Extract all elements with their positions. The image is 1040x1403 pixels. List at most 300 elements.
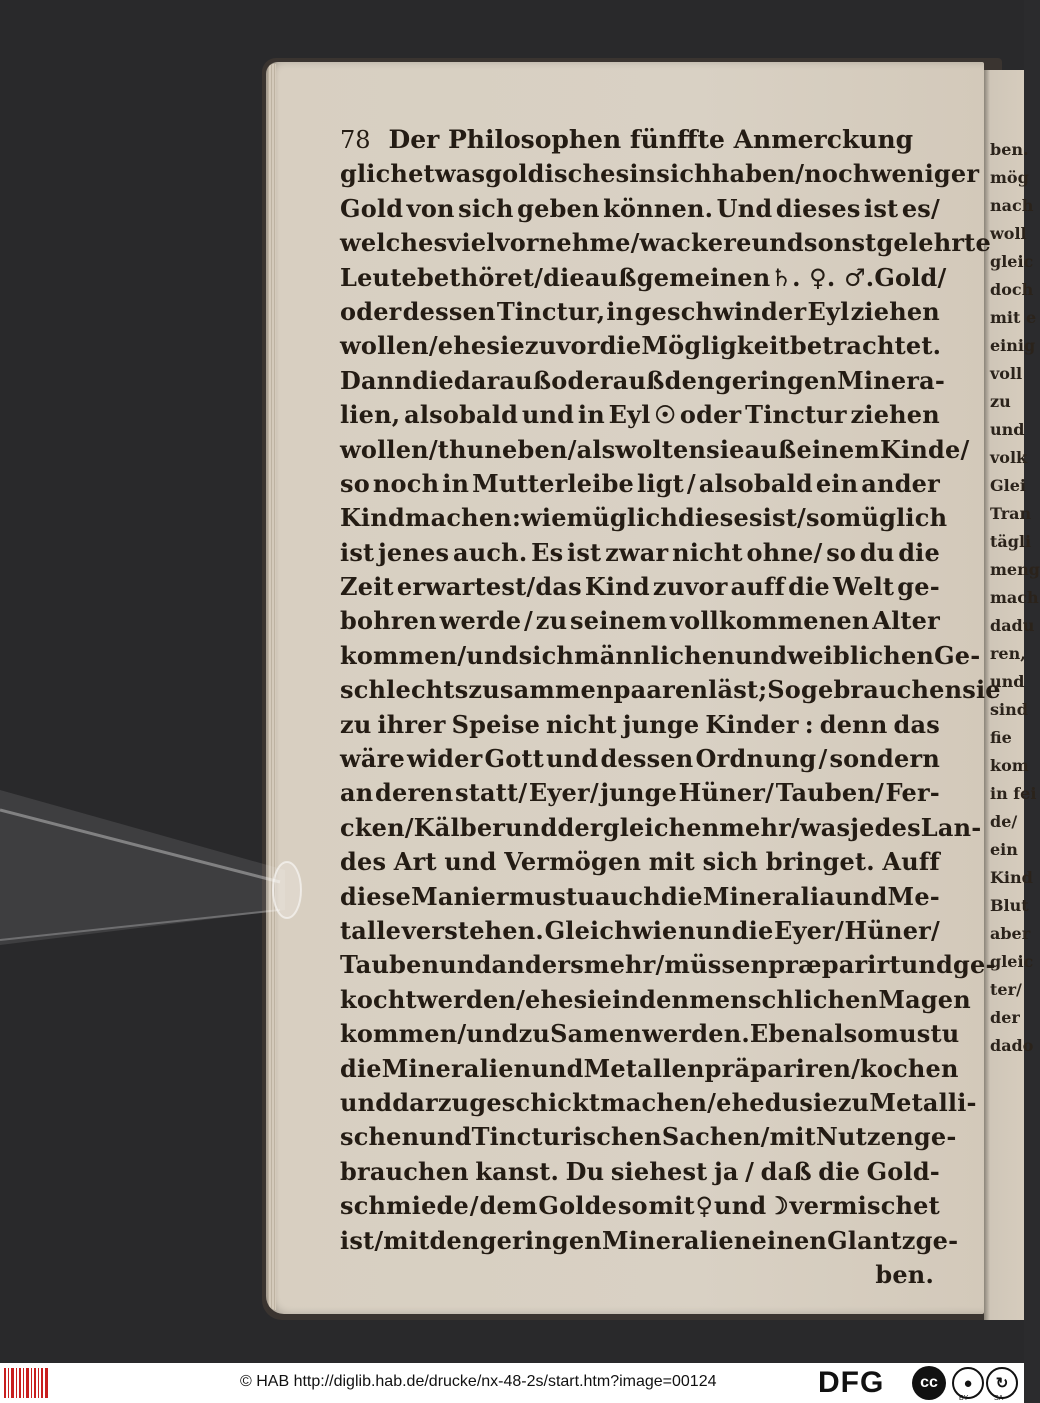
word: Es (531, 537, 564, 567)
word: gebrauchen (801, 675, 963, 705)
word: und (505, 812, 558, 842)
word: also (818, 1019, 874, 1049)
word: jenes (378, 537, 450, 567)
word: anders (491, 950, 584, 980)
word: vornehme/ (495, 228, 640, 258)
word: geschicktmachen/ (469, 1087, 717, 1117)
text-line (340, 1083, 977, 1117)
word: ge- (913, 1122, 957, 1152)
sa-label: SA (994, 1395, 1004, 1402)
word: eben/als (502, 434, 616, 464)
word: kanst. (475, 1156, 560, 1186)
word: geben (517, 193, 600, 223)
word: sich (702, 847, 759, 877)
word: sondern (829, 744, 940, 774)
word: ist (762, 503, 797, 533)
word: auch. (452, 537, 528, 567)
by-icon: ● (952, 1367, 984, 1399)
facing-fragment: tägli (990, 532, 1032, 551)
word: Mögligkeit (641, 331, 790, 361)
word: sie (706, 434, 745, 464)
word: zu (837, 1087, 870, 1117)
running-head (340, 110, 940, 154)
word: von (406, 193, 455, 223)
word: Fer- (885, 778, 940, 808)
word: werden/ehe (416, 984, 574, 1014)
by-label: BY (959, 1395, 969, 1402)
word: dessen (600, 744, 694, 774)
word: das (893, 709, 940, 739)
text-line (340, 292, 940, 326)
word: Nutzen (815, 1122, 914, 1152)
word: / (469, 1191, 479, 1221)
word: kommen/und (340, 640, 519, 670)
word: werden. (642, 1019, 750, 1049)
text-line (340, 1220, 959, 1255)
text-line (340, 1048, 959, 1083)
text-line (340, 704, 940, 738)
word: etwas (408, 159, 486, 189)
word: mehr/was (719, 812, 851, 842)
word: Lan- (920, 812, 982, 842)
word: brauchen (340, 1156, 469, 1186)
word: wie (521, 503, 567, 533)
facing-fragment: Glei (990, 476, 1026, 495)
word: alsobald (404, 400, 519, 430)
word: Dann (340, 365, 413, 395)
word: machen: (405, 503, 522, 533)
facing-fragment: und (990, 672, 1025, 691)
word: ist (864, 193, 899, 223)
text-line (340, 326, 940, 360)
word: die (731, 915, 774, 945)
word: sie (799, 1087, 838, 1117)
facing-fragment: nach (990, 196, 1034, 215)
word: præparirt (768, 950, 901, 980)
word: Ordnung (695, 744, 817, 774)
word: noch (804, 159, 871, 189)
facing-fragment: Tran (990, 504, 1032, 523)
text-line (340, 360, 946, 395)
text-line (340, 154, 980, 189)
word: in (577, 400, 605, 430)
word: es/ (901, 193, 940, 223)
word: oder (340, 296, 402, 326)
facing-fragment: und (990, 420, 1025, 439)
text-line (340, 979, 971, 1014)
word: ist (567, 537, 602, 567)
word: die (898, 537, 940, 567)
word: einem (796, 434, 880, 464)
word: vermischet (789, 1191, 940, 1221)
word: und (714, 1191, 767, 1221)
text-line (340, 670, 1001, 705)
word: und (444, 847, 497, 877)
word: ziehen (850, 296, 940, 326)
word: junge (600, 778, 678, 808)
word: zuvor (524, 331, 600, 361)
word: Kinder (705, 709, 799, 739)
word: so (805, 503, 836, 533)
word: müglich (566, 503, 678, 533)
word: denn (819, 709, 888, 739)
word: auß (744, 434, 797, 464)
word: gelehrte (876, 228, 991, 258)
word: viel (447, 228, 496, 258)
word: so (340, 468, 370, 498)
word: alsobald (698, 468, 813, 498)
word: noch (372, 468, 440, 498)
word: den (664, 365, 715, 395)
page-edges (268, 64, 276, 1310)
word: Glantz (827, 1225, 916, 1255)
word: läst; (708, 675, 768, 705)
word: darzu (392, 1087, 470, 1117)
facing-fragment: ren, (990, 644, 1026, 663)
running-title: Der Philosophen fünffte Anmerckung (388, 125, 914, 154)
word: Metallen (583, 1053, 705, 1083)
word: dieses (775, 193, 861, 223)
word: einen (751, 1225, 828, 1255)
word: präpariren (704, 1053, 852, 1083)
facing-fragment: meng (990, 560, 1040, 579)
facing-fragment: mit e (990, 308, 1037, 327)
word: So (767, 675, 801, 705)
word: / (797, 503, 806, 533)
word: werde (439, 606, 522, 636)
word: geschwinder (634, 296, 807, 326)
word: ander (861, 468, 940, 498)
facing-fragment: doch (990, 280, 1034, 299)
word: und (340, 1087, 393, 1117)
text-line (340, 635, 981, 670)
word: sich (656, 159, 712, 189)
word: ♀ (695, 1191, 714, 1221)
word: mustu (508, 881, 595, 911)
word: gemeinen (636, 262, 771, 292)
glass-clip (0, 770, 300, 950)
text-line (340, 601, 940, 635)
word: Mutterleibe (472, 468, 635, 498)
word: und (521, 400, 575, 430)
word: / (686, 468, 696, 498)
word: des (340, 847, 387, 877)
text-line (340, 1014, 960, 1049)
word: und (900, 950, 954, 980)
word: sie (962, 675, 1001, 705)
word: die (818, 1156, 861, 1186)
word: Zeit (340, 572, 394, 602)
word: geringen (479, 1225, 602, 1255)
word: sich (518, 640, 575, 670)
word: ist (340, 537, 375, 567)
word: und (751, 228, 804, 258)
word: dem (479, 1191, 538, 1221)
word: die (660, 881, 703, 911)
word: ohne/ (746, 537, 823, 567)
word: Magen (878, 984, 971, 1014)
word: ♄. ♀. ♂. (770, 262, 875, 292)
word: in (606, 296, 634, 326)
word: Samen (550, 1019, 643, 1049)
word: zusammenpaaren (468, 675, 709, 705)
facing-fragment: gleic (990, 252, 1034, 271)
word: auch (594, 881, 661, 911)
facing-fragment: fie (990, 728, 1012, 747)
word: männlichen (574, 640, 735, 670)
word: zuvor (652, 572, 728, 602)
word: Manier (411, 881, 509, 911)
text-line (340, 532, 940, 566)
word: Golde (538, 1191, 618, 1221)
word: schen (340, 1122, 420, 1152)
word: müglich (835, 503, 948, 533)
word: Eyer/ (528, 778, 599, 808)
word: und (439, 950, 492, 980)
text-line (340, 876, 940, 910)
facing-fragment: dado (990, 1036, 1034, 1055)
word: nicht (672, 537, 743, 567)
facing-fragment: gleic (990, 952, 1034, 971)
word: glich (340, 159, 409, 189)
word: betrachtet. (789, 331, 942, 361)
word: Art (393, 847, 437, 877)
library-barcode-icon (4, 1368, 50, 1398)
word: Tincturischen (471, 1122, 662, 1152)
text-line (340, 498, 948, 533)
word: weniger (870, 159, 980, 189)
word: Mineralia (702, 881, 836, 911)
word: so (617, 1191, 648, 1221)
word: ge- (953, 950, 996, 980)
word: in (612, 984, 640, 1014)
word: kocht (340, 984, 417, 1014)
word: Auff (882, 847, 940, 877)
word: mustu (873, 1019, 960, 1049)
word: sie (486, 331, 525, 361)
facing-fragment: ein (990, 840, 1018, 859)
catchword-line (340, 1255, 940, 1289)
word: goldisches (485, 159, 630, 189)
word: wackere (639, 228, 752, 258)
facing-fragment: in fei (990, 784, 1037, 803)
facing-fragment: voll (990, 364, 1023, 383)
word: Minera- (837, 365, 946, 395)
word: Eyl (807, 296, 850, 326)
word: bringet. (765, 847, 875, 877)
word: / (818, 744, 828, 774)
text-line (340, 807, 982, 842)
word: / (745, 1156, 755, 1186)
word: siehest (610, 1156, 708, 1186)
word: ☽ (767, 1191, 789, 1221)
word: Kind (584, 572, 650, 602)
facing-fragment: aber (990, 924, 1031, 943)
word: wider (407, 744, 483, 774)
dfg-logo: DFG (818, 1366, 885, 1399)
cc-icon: cc (912, 1366, 946, 1400)
word: schmiede (340, 1191, 470, 1221)
word: sonst (803, 228, 877, 258)
word: ziehen (850, 400, 940, 430)
word: Eyer/ (774, 915, 844, 945)
source-link[interactable]: © HAB http://diglib.hab.de/drucke/nx-48-2s/start.htm?image=00124 (240, 1373, 717, 1390)
word: Me- (887, 881, 940, 911)
word: du (764, 1087, 800, 1117)
word: ehe (437, 331, 487, 361)
facing-fragment: ben. (990, 140, 1029, 159)
word: den (639, 984, 690, 1014)
word: haben/ (711, 159, 805, 189)
word: wollen/thun (340, 434, 503, 464)
word: oder (551, 365, 613, 395)
word: seinem (570, 606, 668, 636)
text-line (340, 739, 940, 773)
text-line (340, 842, 940, 876)
word: wollen/ (340, 331, 438, 361)
word: wäre (340, 744, 405, 774)
word: Gleichwie (544, 915, 678, 945)
word: zu (535, 606, 568, 636)
facing-fragment: mög (990, 168, 1029, 187)
word: erwartest/das (396, 572, 582, 602)
facing-fragment: mach (990, 588, 1039, 607)
facing-fragment: ter/ (990, 980, 1022, 999)
facing-page-text (990, 140, 1040, 1064)
word: Speise (451, 709, 541, 739)
word: Welt (832, 572, 895, 602)
word: weiblichen (787, 640, 935, 670)
word: auff (730, 572, 786, 602)
word: ehe (716, 1087, 765, 1117)
text-line (340, 773, 940, 807)
word: die (788, 572, 830, 602)
word: auß (584, 262, 637, 292)
word: zwar (605, 537, 669, 567)
word: ein (815, 468, 859, 498)
footer-bar (0, 1363, 1024, 1403)
text-line (340, 464, 940, 498)
word: und (835, 881, 888, 911)
word: / (851, 1053, 861, 1083)
word: bohren (340, 606, 437, 636)
word: Leute (340, 262, 417, 292)
word: Gold/ (874, 262, 947, 292)
word: Hüner/ (678, 778, 775, 808)
text-line (340, 188, 940, 222)
word: Und (716, 193, 773, 223)
word: die (412, 365, 454, 395)
word: du (859, 537, 895, 567)
word: statt/ (455, 778, 528, 808)
word: : (804, 709, 814, 739)
word: menschlichen (689, 984, 879, 1014)
word: dergleichen (557, 812, 720, 842)
word: ihrer (377, 709, 446, 739)
word: und (546, 744, 599, 774)
facing-fragment: kom (990, 756, 1029, 775)
word: Gott (484, 744, 545, 774)
word: schlechts (340, 675, 469, 705)
word: geringen (714, 365, 838, 395)
text-line (340, 395, 940, 429)
word: mit (648, 847, 695, 877)
word: wolten (615, 434, 707, 464)
word: Mineralien (381, 1053, 532, 1083)
word: die (543, 262, 585, 292)
word: Mineralien (601, 1225, 752, 1255)
word: Gold (340, 193, 404, 223)
text-line (340, 223, 991, 258)
sa-icon: ↻ (986, 1367, 1018, 1399)
facing-fragment: dadu (990, 616, 1035, 635)
word: sich (458, 193, 514, 223)
word: kochen (860, 1053, 959, 1083)
word: sie (573, 984, 613, 1014)
text-line (340, 1151, 940, 1185)
text-line (340, 945, 996, 980)
word: Alter (872, 606, 940, 636)
facing-fragment: woll (990, 224, 1027, 243)
facing-fragment: zu (990, 392, 1011, 411)
word: ja (713, 1156, 739, 1186)
facing-fragment: de/ (990, 812, 1018, 831)
word: ist/mit (340, 1225, 430, 1255)
word: Vermögen (504, 847, 642, 877)
word: darauß (453, 365, 552, 395)
word: lien, (340, 400, 401, 430)
word: zu (518, 1019, 551, 1049)
word: in (629, 159, 657, 189)
facing-fragment: Kind (990, 868, 1033, 887)
text-line (340, 911, 940, 945)
word: / (524, 606, 533, 636)
word: dessen (402, 296, 496, 326)
word: die (599, 331, 642, 361)
word: nicht (546, 709, 617, 739)
word: verstehen. (401, 915, 544, 945)
word: ligt (637, 468, 684, 498)
page-number: 78 (340, 126, 371, 154)
word: Tinctur (745, 400, 847, 430)
word: den (429, 1225, 480, 1255)
word: und (531, 1053, 584, 1083)
word: Du (565, 1156, 605, 1186)
text-line (340, 1186, 940, 1220)
word: jedes (850, 812, 921, 842)
text-line (340, 257, 947, 292)
word: Ge- (934, 640, 981, 670)
word: Tinctur, (496, 296, 606, 326)
word: mehr/müssen (583, 950, 769, 980)
word: auß (612, 365, 665, 395)
word: oder (679, 400, 742, 430)
word: mit (769, 1122, 816, 1152)
word: Gold- (866, 1156, 940, 1186)
word: die (340, 1053, 382, 1083)
word: cken/Kälber (340, 812, 506, 842)
word: Kind (340, 503, 406, 533)
word: diese (340, 881, 411, 911)
facing-fragment: einig (990, 336, 1036, 355)
word: kommen/und (340, 1019, 519, 1049)
word: Eben (749, 1019, 819, 1049)
text-line (340, 1117, 957, 1152)
word: welches (340, 228, 448, 258)
facing-fragment: volk (990, 448, 1028, 467)
word: an (340, 778, 374, 808)
word: Tauben/ (775, 778, 884, 808)
